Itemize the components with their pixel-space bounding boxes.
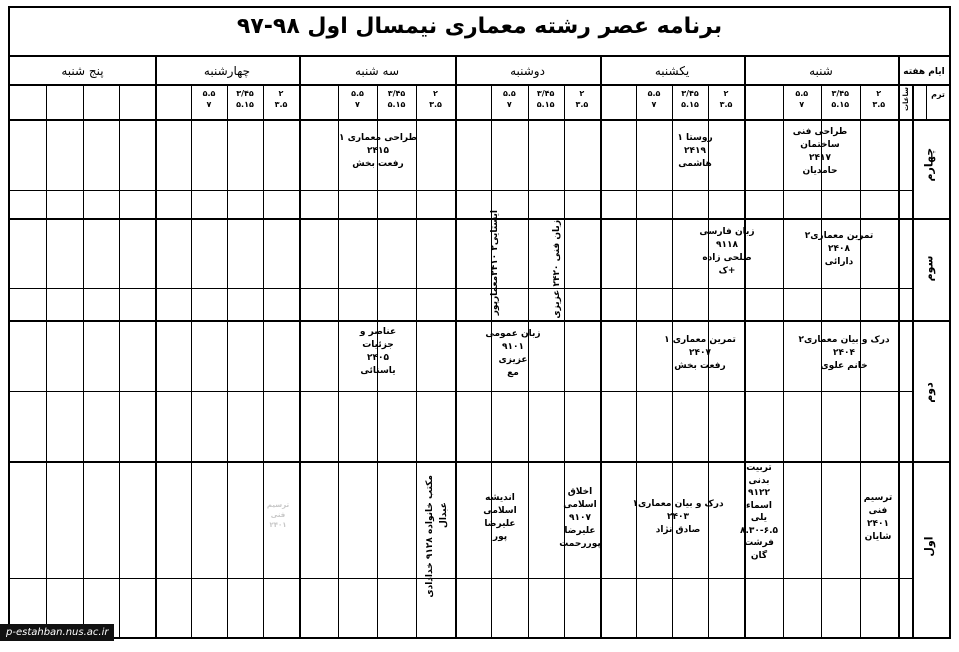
grid-line <box>10 320 949 322</box>
day-tuesday: سه شنبه <box>354 64 400 78</box>
grid-line <box>299 55 301 639</box>
grid-line <box>46 84 47 639</box>
term-fourth: چهارم <box>922 147 936 182</box>
time-slot-label: ۵.۵ ۷ <box>351 89 364 109</box>
time-slot-label: ۲ ۳.۵ <box>429 89 442 109</box>
time-slot-label: ۲ ۳.۵ <box>575 89 589 109</box>
day-thursday: پنج شنبه <box>61 64 104 78</box>
course-cell: ترسیم فنی ۲۴۰۱ <box>266 501 290 529</box>
day-saturday: شنبه <box>809 64 833 78</box>
course-cell: درک و بیان معماری۲ ۲۴۰۴ خانم علوی <box>798 335 890 371</box>
grid-line <box>912 84 914 639</box>
course-cell: اندیشه اسلامی علیرضا پور <box>483 493 517 542</box>
grid-line <box>227 84 228 639</box>
grid-line <box>83 84 84 639</box>
course-cell: ایستایی۲ ۲۴۱۰معمارپور <box>490 210 500 316</box>
grid-line <box>10 84 949 86</box>
watermark: p-estahban.nus.ac.ir <box>0 624 114 641</box>
hours-label: ساعات <box>902 87 910 111</box>
course-cell: طراحی معماری ۱ ۲۴۱۵ رفعت بخش <box>338 133 417 169</box>
course-cell: درک و بیان معماری۱ ۲۴۰۳ صادق نژاد <box>632 499 724 535</box>
grid-line <box>898 55 900 639</box>
time-slot-label: ۵.۵ ۷ <box>202 89 216 109</box>
term-second: دوم <box>922 382 936 403</box>
time-slot-label: ۳/۴۵ ۵.۱۵ <box>536 89 555 109</box>
course-cell: طراحی فنی ساختمان ۲۴۱۷ حامدیان <box>792 127 848 176</box>
grid-line <box>10 391 912 392</box>
time-slot-label: ۵.۵ ۷ <box>647 89 661 109</box>
course-cell: عناصر و جزئیات ۲۴۰۵ یاسنائی <box>359 327 397 376</box>
course-cell: عبدال <box>439 502 449 528</box>
course-cell: تمرین معماری ۱ ۲۴۰۷ رفعت بخش <box>664 335 736 371</box>
time-slot-label: ۲ ۳.۵ <box>872 89 886 109</box>
course-cell: تمرین معماری۲ ۲۴۰۸ دارائی <box>804 231 874 267</box>
course-cell: زبان عمومی ۹۱۰۱ عزیزی مع <box>485 329 541 378</box>
term-label: ترم <box>931 90 945 99</box>
term-first: اول <box>922 536 936 557</box>
grid-line <box>10 288 912 289</box>
time-slot-label: ۳/۴۵ ۵.۱۵ <box>387 89 406 109</box>
grid-line <box>263 84 264 639</box>
page-title: برنامه عصر رشته معماری نیمسال اول ۹۸-۹۷ <box>236 14 723 39</box>
time-slot-label: ۳/۴۵ ۵.۱۵ <box>831 89 850 109</box>
grid-line <box>10 461 949 463</box>
course-cell: تربیت بدنی ۹۱۲۲ اسماء یلی ۸.۳۰-۶.۵ فرشت گان <box>739 463 779 561</box>
grid-line <box>10 218 949 220</box>
day-monday: دوشنبه <box>510 64 545 78</box>
grid-line <box>119 84 120 639</box>
course-cell: زبان فارسی ۹۱۱۸ صلحی زاده +ک <box>699 227 755 276</box>
grid-line <box>10 119 949 121</box>
grid-line <box>10 190 912 191</box>
grid-line <box>600 55 602 639</box>
time-slot-label: ۳/۴۵ ۵.۱۵ <box>236 89 254 109</box>
grid-line <box>191 84 192 639</box>
time-slot-label: ۵.۵ ۷ <box>502 89 516 109</box>
time-slot-label: ۲ ۳.۵ <box>719 89 733 109</box>
grid-line <box>455 55 457 639</box>
time-slot-label: ۳/۴۵ ۵.۱۵ <box>681 89 699 109</box>
days-label: ایام هفته <box>903 67 945 77</box>
grid-line <box>10 55 949 57</box>
term-third: سوم <box>922 255 936 282</box>
time-slot-label: ۵.۵ ۷ <box>795 89 809 109</box>
day-wednesday: چهارشنبه <box>203 64 251 78</box>
day-sunday: یکشنبه <box>654 64 690 78</box>
course-cell: روستا ۱ ۲۴۱۹ هاشمی <box>677 133 713 169</box>
grid-line <box>564 84 565 639</box>
time-slot-label: ۲ ۳.۵ <box>274 89 288 109</box>
course-cell: مکتب خانواده ۹۱۲۸ خدادادی <box>425 475 435 598</box>
course-cell: اخلاق اسلامی ۹۱۰۷ علیرضا پوررحمت <box>559 487 601 549</box>
course-cell: ترسیم فنی ۲۴۰۱ شایان <box>863 493 893 542</box>
grid-line <box>10 578 912 579</box>
grid-line <box>155 55 157 639</box>
course-cell: زبان فنی ۲۴۲۰ عزیزی <box>552 220 562 319</box>
grid-line <box>636 84 637 639</box>
